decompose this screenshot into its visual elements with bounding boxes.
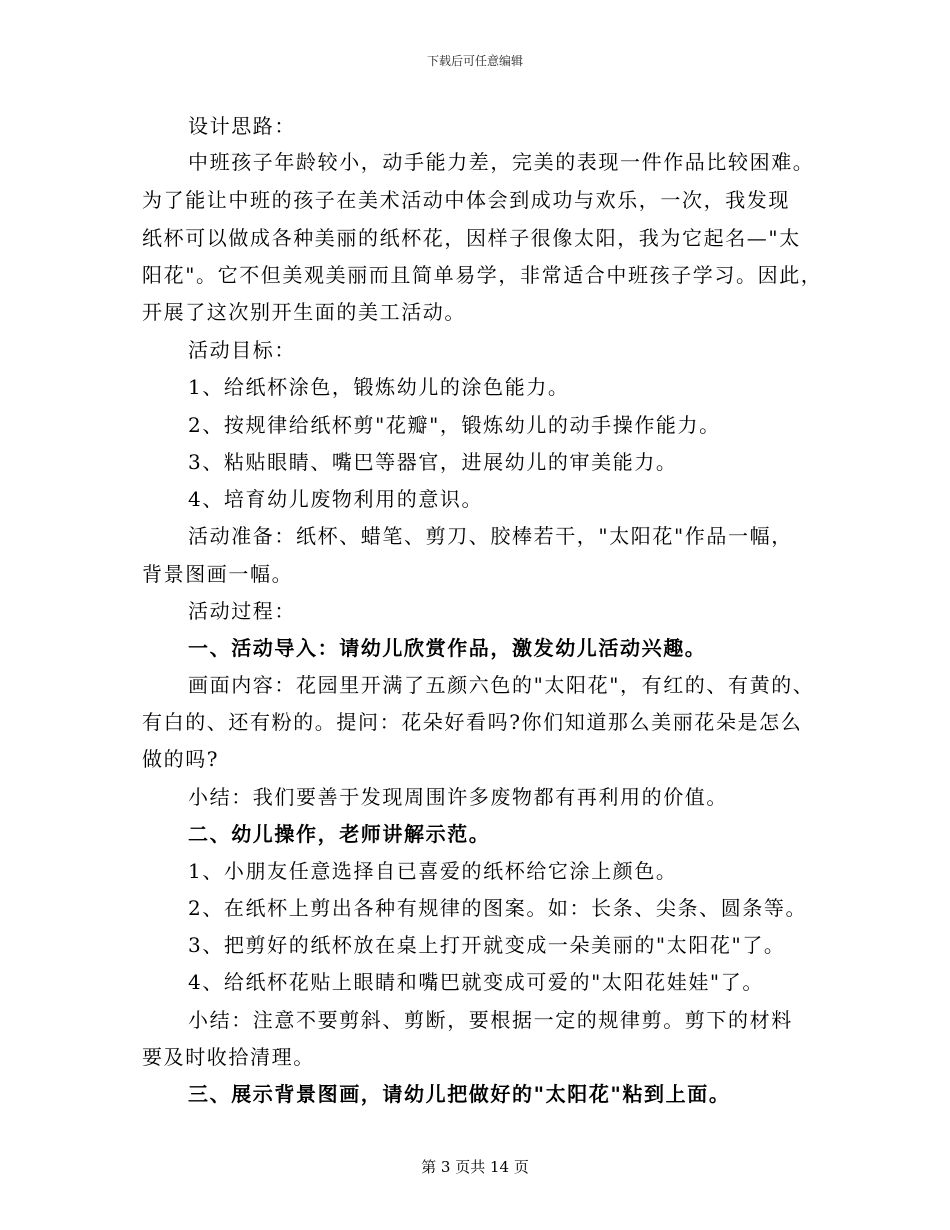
paragraph-line: 中班孩子年龄较小，动手能力差，完美的表现一件作品比较困难。: [188, 150, 815, 174]
paragraph-line: 画面内容：花园里开满了五颜六色的"太阳花"，有红的、有黄的、: [188, 673, 815, 697]
section-heading-1: 一、活动导入：请幼儿欣赏作品，激发幼儿活动兴趣。: [188, 636, 707, 660]
step-item: 4、给纸杯花贴上眼睛和嘴巴就变成可爱的"太阳花娃娃"了。: [188, 970, 764, 994]
heading-goals: 活动目标：: [188, 338, 296, 362]
summary-line: 要及时收拾清理。: [142, 1045, 315, 1069]
page-number-footer: 第 3 页共 14 页: [421, 1158, 529, 1176]
goal-item: 4、培育幼儿废物利用的意识。: [188, 487, 484, 511]
paragraph-line: 有白的、还有粉的。提问：花朵好看吗?你们知道那么美丽花朵是怎么: [142, 710, 803, 734]
paragraph-line: 开展了这次别开生面的美工活动。: [142, 300, 466, 324]
preparation-line: 活动准备：纸杯、蜡笔、剪刀、胶棒若干，"太阳花"作品一幅，: [188, 524, 793, 548]
goal-item: 3、粘贴眼睛、嘴巴等器官，进展幼儿的审美能力。: [188, 450, 678, 474]
summary-line: 小结：注意不要剪斜、剪断，要根据一定的规律剪。剪下的材料: [188, 1008, 793, 1032]
section-heading-2: 二、幼儿操作，老师讲解示范。: [188, 822, 491, 846]
step-item: 2、在纸杯上剪出各种有规律的图案。如：长条、尖条、圆条等。: [188, 896, 808, 920]
paragraph-line: 阳花"。它不但美观美丽而且简单易学，非常适合中班孩子学习。因此，: [142, 263, 823, 287]
preparation-line: 背景图画一幅。: [142, 562, 294, 586]
section-heading-3: 三、展示背景图画，请幼儿把做好的"太阳花"粘到上面。: [188, 1082, 731, 1106]
paragraph-line: 做的吗?: [142, 747, 220, 771]
page-header: 下载后可任意编辑: [426, 54, 523, 68]
paragraph-line: 纸杯可以做成各种美丽的纸杯花，因样子很像太阳，我为它起名—"太: [142, 226, 801, 250]
step-item: 1、小朋友任意选择自已喜爱的纸杯给它涂上颜色。: [188, 859, 678, 883]
step-item: 3、把剪好的纸杯放在桌上打开就变成一朵美丽的"太阳花"了。: [188, 933, 786, 957]
paragraph-line: 为了能让中班的孩子在美术活动中体会到成功与欢乐，一次，我发现: [142, 188, 790, 212]
goal-item: 1、给纸杯涂色，锻炼幼儿的涂色能力。: [188, 375, 570, 399]
summary-line: 小结：我们要善于发现周围许多废物都有再利用的价值。: [188, 785, 728, 809]
goal-item: 2、按规律给纸杯剪"花瓣"，锻炼幼儿的动手操作能力。: [188, 413, 721, 437]
heading-design-idea: 设计思路：: [188, 114, 296, 138]
heading-process: 活动过程：: [188, 599, 296, 623]
